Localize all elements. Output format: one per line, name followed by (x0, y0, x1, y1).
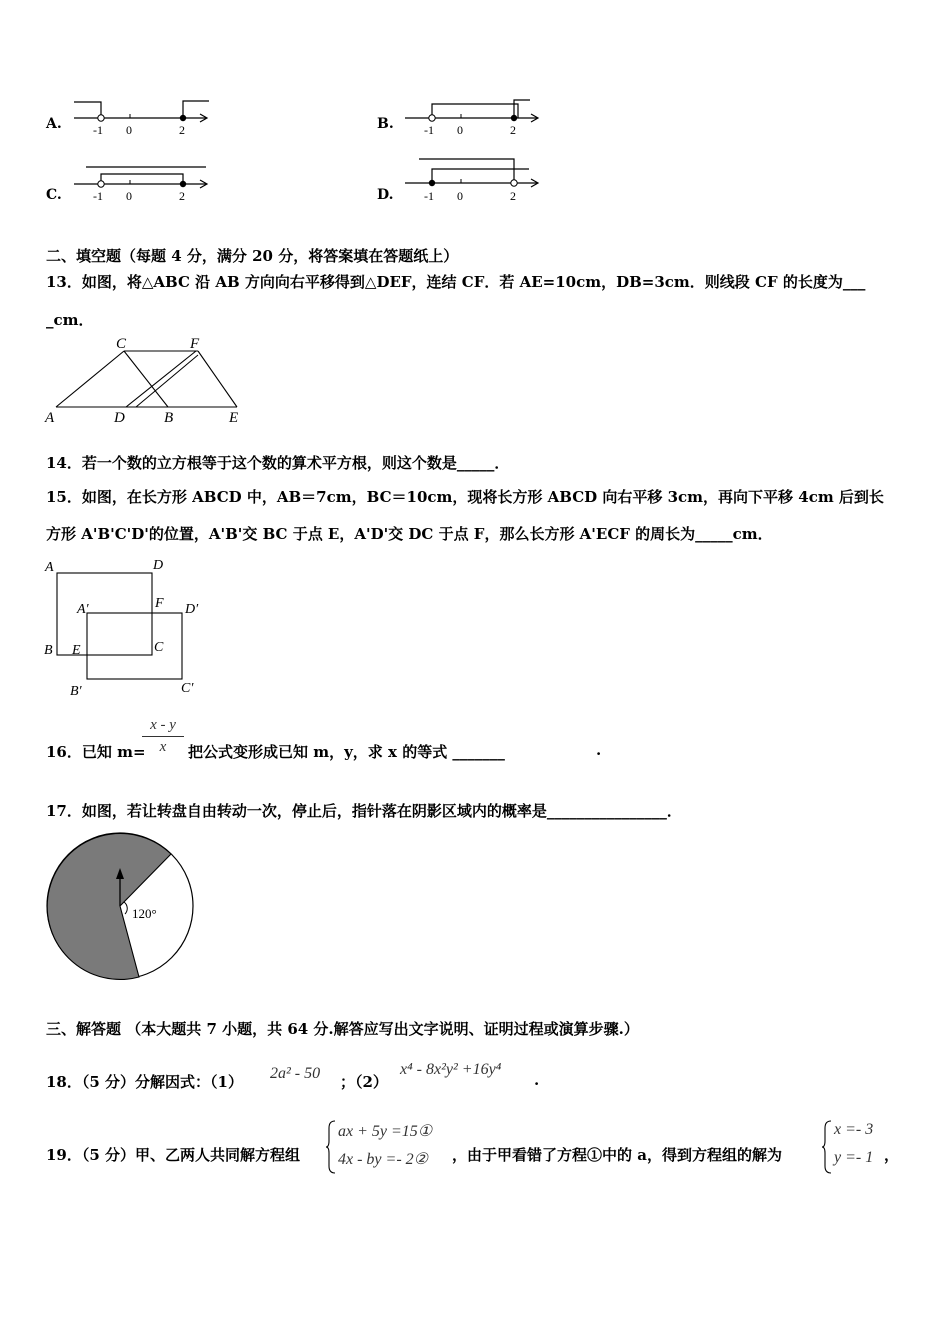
option-a-label[interactable]: A. (46, 116, 62, 132)
q19-solution-y: y =- 1 (834, 1149, 874, 1166)
q16-numerator: x - y (142, 717, 184, 737)
point-a-label: A (45, 560, 54, 575)
point-b-label: B (164, 410, 174, 425)
option-c-label[interactable]: C. (46, 187, 62, 203)
point-a-label: A (45, 410, 55, 425)
angle-label: 120° (132, 906, 157, 921)
option-a-number-line (66, 96, 216, 140)
tick-minus1: -1 (424, 189, 434, 203)
q19-equation-1: ax + 5y =15① (338, 1123, 433, 1140)
option-d-number-line (397, 155, 547, 207)
tick-0: 0 (457, 123, 463, 137)
option-b-number-line (397, 96, 547, 140)
option-d-label[interactable]: D. (377, 187, 394, 203)
tick-0: 0 (126, 189, 132, 203)
q19-system-brace (326, 1120, 336, 1174)
q19-middle-text: ，由于甲看错了方程①中的 a，得到方程组的解为 (452, 1146, 782, 1164)
point-d-label: D (114, 410, 125, 425)
section3-heading: 三、解答题 （本大题共 7 小题，共 64 分.解答应写出文字说明、证明过程或演算步骤.） (46, 1020, 639, 1038)
tick-2: 2 (510, 123, 516, 137)
tick-minus1: -1 (93, 123, 103, 137)
point-e-label: E (229, 410, 239, 425)
q13-text-line2: _cm． (46, 311, 94, 329)
q16-end: . (596, 741, 602, 759)
q14-text: 14．若一个数的立方根等于这个数的算术平方根，则这个数是_____． (46, 454, 510, 472)
point-d-prime-label: D′ (185, 602, 199, 617)
q13-text-line1: 13．如图，将△ABC 沿 AB 方向向右平移得到△DEF，连结 CF．若 AE=10cm，DB=3cm．则线段 CF 的长度为___ (46, 273, 866, 291)
q15-rectangles-figure (40, 555, 220, 703)
q16-suffix: 把公式变形成已知 m，y，求 x 的等式 _______ (188, 743, 505, 761)
section2-heading: 二、填空题（每题 4 分，满分 20 分，将答案填在答题纸上） (46, 247, 459, 265)
point-e-label: E (72, 643, 81, 658)
q16-denominator: x (159, 739, 167, 755)
q15-text-line2: 方形 A'B'C'D'的位置，A'B'交 BC 于点 E，A'D'交 DC 于点 F，那么长方形 A'ECF 的周长为_____cm． (46, 525, 773, 543)
tick-minus1: -1 (93, 189, 103, 203)
tick-minus1: -1 (424, 123, 434, 137)
q18-end: . (534, 1071, 540, 1089)
q19-solution-brace (822, 1120, 832, 1174)
q16-fraction (142, 717, 184, 756)
point-b-label: B (44, 643, 53, 658)
tick-0: 0 (126, 123, 132, 137)
q15-text-line1: 15．如图，在长方形 ABCD 中，AB＝7cm，BC＝10cm，现将长方形 ABCD 向右平移 3cm，再向下平移 4cm 后到长 (46, 488, 884, 506)
point-f-label: F (190, 336, 200, 352)
point-f-label: F (155, 596, 164, 611)
q19-solution-x: x =- 3 (834, 1121, 874, 1138)
q19-equation-2: 4x - by =- 2② (338, 1151, 428, 1168)
point-d-label: D (153, 558, 164, 573)
option-b-label[interactable]: B. (377, 116, 394, 132)
q18-expression-1: 2a² - 50 (270, 1065, 321, 1082)
q16-prefix: 16．已知 m= (46, 743, 146, 761)
q17-spinner-figure (44, 832, 200, 982)
q19-prefix: 19．（5 分）甲、乙两人共同解方程组 (46, 1146, 301, 1164)
q18-expression-2: x⁴ - 8x²y² +16y⁴ (400, 1061, 502, 1078)
q18-separator: ；（2） (340, 1073, 388, 1091)
tick-0: 0 (457, 189, 463, 203)
q13-translation-figure (40, 333, 250, 425)
q19-end: ， (884, 1146, 900, 1164)
tick-2: 2 (179, 123, 185, 137)
tick-2: 2 (510, 189, 516, 203)
point-b-prime-label: B′ (70, 684, 82, 699)
tick-2: 2 (179, 189, 185, 203)
q18-prefix: 18．（5 分）分解因式：（1） (46, 1073, 243, 1091)
point-c-label: C (116, 336, 127, 352)
point-c-label: C (154, 640, 164, 655)
point-a-prime-label: A′ (77, 602, 89, 617)
q17-text: 17．如图，若让转盘自由转动一次，停止后，指针落在阴影区域内的概率是________________． (46, 802, 682, 820)
option-c-number-line (66, 162, 216, 206)
point-c-prime-label: C′ (181, 681, 194, 696)
